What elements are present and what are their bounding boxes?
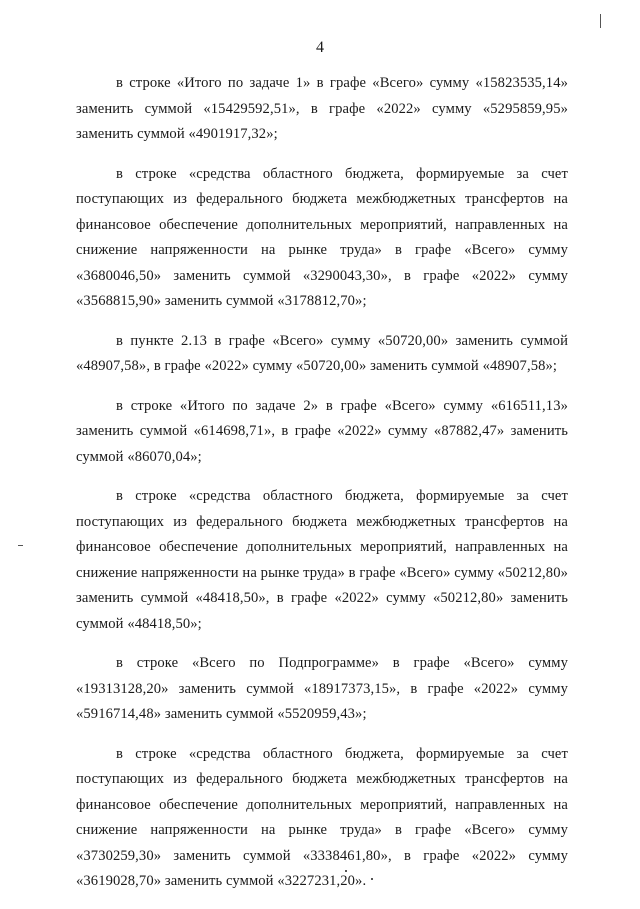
scan-mark [371, 878, 373, 880]
paragraph-1: в строке «Итого по задаче 1» в графе «Всего» сумму «15823535,14» заменить суммой «15429592,51», в графе «2022» сумму «5295859,95» заменить суммой «4901917,32»; [76, 75, 568, 142]
scan-mark [600, 14, 601, 28]
scan-mark [345, 870, 347, 872]
paragraph-4: в строке «Итого по задаче 2» в графе «Всего» сумму «616511,13» заменить суммой «614698,71», в графе «2022» сумму «87882,47» заменить суммой «86070,04»; [76, 397, 568, 465]
paragraph-3: в пункте 2.13 в графе «Всего» сумму «50720,00» заменить суммой «48907,58», в графе «2022» сумму «50720,00» заменить суммой «48907,58»; [76, 332, 568, 374]
paragraph-5: в строке «средства областного бюджета, формируемые за счет поступающих из федерального бюджета межбюджетных трансфертов на финансовое обеспечение дополнительных мероприятий, направленных на снижение напряженности на рынке труда» в графе «Всего» сумму «50212,80» заменить суммой «48418,50», в графе «2022» сумму «50212,80» заменить суммой «48418,50»; [76, 488, 568, 632]
document-body [76, 71, 568, 909]
page-number: 4 [316, 39, 324, 56]
scan-mark [18, 545, 23, 546]
paragraph-7: в строке «средства областного бюджета, формируемые за счет поступающих из федерального бюджета межбюджетных трансфертов на финансовое обеспечение дополнительных мероприятий, направленных на снижение напряженности на рынке труда» в графе «Всего» сумму «3730259,30» заменить суммой «3338461,80», в графе «2022» сумму «3619028,70» заменить суммой «3227231,20». [76, 745, 568, 889]
paragraph-6: в строке «Всего по Подпрограмме» в графе «Всего» сумму «19313128,20» заменить суммой «18917373,15», в графе «2022» сумму «5916714,48» заменить суммой «5520959,43»; [76, 655, 568, 722]
paragraph-2: в строке «средства областного бюджета, формируемые за счет поступающих из федерального бюджета межбюджетных трансфертов на финансовое обеспечение дополнительных мероприятий, направленных на снижение напряженности на рынке труда» в графе «Всего» сумму «3680046,50» заменить суммой «3290043,30», в графе «2022» сумму «3568815,90» заменить суммой «3178812,70»; [76, 165, 568, 309]
